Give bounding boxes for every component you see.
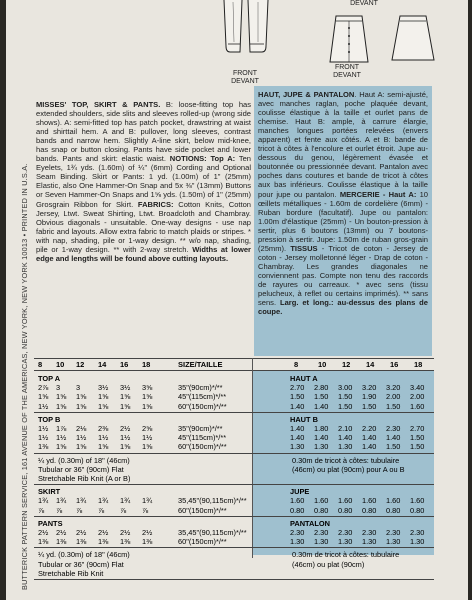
- yardage-cell: 2⅜: [98, 424, 109, 433]
- yardage-cell: 2⅞: [38, 383, 49, 393]
- size-header-left: 18: [142, 360, 151, 369]
- metrage-cell: 2.20: [362, 424, 377, 433]
- yardage-cell: 1⅞: [56, 424, 67, 433]
- metrage-cell: 0.80: [386, 505, 401, 515]
- metrage-cell: 3.20: [386, 383, 401, 393]
- table-section-label: TOP A: [38, 374, 61, 383]
- metrage-cell: 1.30: [314, 442, 329, 452]
- yardage-cell: ⅞: [76, 505, 83, 515]
- metrage-cell: 1.40: [290, 401, 305, 411]
- metrage-cell: 2.10: [338, 424, 353, 433]
- metrage-cell: 1.60: [338, 496, 353, 506]
- yardage-cell: 1½: [120, 433, 131, 443]
- yardage-cell: ⅞: [98, 505, 105, 515]
- yardage-cell: 1⅝: [76, 442, 87, 452]
- metrage-cell: 1.40: [314, 433, 329, 443]
- yardage-cell: 1¾: [76, 496, 87, 506]
- yardage-cell: ⅞: [120, 505, 127, 515]
- metrage-cell: 2.70: [410, 424, 425, 433]
- notions-text: Ten Eyelets, 1¾ yds. (1.60m) of ¼" (6mm) Cording and Optional Seam Binding. Skirt or Pants: 1 yd. (1.00m) of 1" (25mm) Elastic, also One Hammer-On Snap and 5x ⅜" (13mm) Buttons or Seven Hammer-On Snaps and 1⅝ yds. (1.50m) of 1" (25mm) Grosgrain Ribbon for Skirt.: [36, 154, 251, 209]
- metrage-cell: 1.40: [386, 433, 401, 443]
- metrage-cell: 1.40: [290, 433, 305, 443]
- fabric-width: 60"(150cm)*/**: [178, 401, 227, 411]
- yardage-cell: 2½: [76, 528, 87, 537]
- fabric-width: 35,45"(90,115cm)*/**: [178, 528, 247, 537]
- yardage-cell: 1⅝: [98, 392, 109, 402]
- tissus-text: - Tricot de coton - Jersey de coton - Jersey molletonné léger - Drap de coton - Chambray. Les grandes diagonales ne conviennent pas. Compte non tenu des raccords de rayures ou carreaux. * avec sens (tissu pelucheux, à reflet ou certains imprimés). ** sans sens.: [258, 243, 428, 308]
- table-top-rule: [34, 358, 434, 359]
- metrage-cell: 1.50: [410, 433, 425, 443]
- yardage-cell: 1⅜: [76, 537, 87, 547]
- fabric-width: 45"(115cm)*/**: [178, 433, 227, 443]
- metrage-cell: 1.30: [290, 442, 305, 452]
- fabrics-label: FABRICS:: [137, 199, 174, 209]
- metrage-cell: 1.50: [386, 401, 401, 411]
- yardage-cell: 1⅜: [38, 442, 49, 452]
- yardage-cell: 2⅛: [76, 424, 87, 433]
- size-label: SIZE/TAILLE: [178, 360, 223, 369]
- yardage-cell: 1⅝: [142, 392, 153, 402]
- yardage-cell: 3⅝: [142, 383, 153, 393]
- yardage-cell: 1⅜: [38, 537, 49, 547]
- rib-knit-note: Tubular or 36" (90cm) Flat: [38, 464, 124, 474]
- metrage-cell: 1.50: [362, 401, 377, 411]
- tricot-note: 0.30m de tricot à côtes: tubulaire: [292, 455, 400, 465]
- metrage-cell: 1.50: [410, 442, 425, 452]
- metrage-cell: 0.80: [362, 505, 377, 515]
- size-header-right: 8: [294, 360, 299, 369]
- yardage-cell: ⅞: [56, 505, 63, 515]
- size-header-left: 12: [76, 360, 85, 369]
- metrage-cell: 1.60: [410, 401, 425, 411]
- metrage-cell: 1.30: [410, 537, 425, 547]
- yardage-cell: 1⅝: [76, 401, 87, 411]
- front-skirt-caption: FRONT DEVANT: [333, 64, 361, 79]
- front-pants-caption: FRONT DEVANT: [231, 70, 259, 85]
- size-header-left: 16: [120, 360, 129, 369]
- yardage-cell: 1¾: [98, 496, 109, 506]
- yardage-cell: 2½: [120, 424, 131, 433]
- metrage-cell: 0.80: [290, 505, 305, 515]
- metrage-cell: 3.00: [338, 383, 353, 393]
- fabric-width: 60"(150cm)*/**: [178, 505, 227, 515]
- largeur-note: Larg. et long.: au-dessus des plans de coupe.: [258, 298, 428, 317]
- metrage-cell: 1.90: [362, 392, 377, 402]
- yardage-cell: 1⅜: [120, 537, 131, 547]
- metrage-cell: 3.20: [362, 383, 377, 393]
- yardage-cell: 2½: [98, 528, 109, 537]
- metrage-cell: 2.30: [290, 528, 305, 537]
- fabric-width: 35"(90cm)*/**: [178, 424, 223, 433]
- metrage-cell: 0.80: [338, 505, 353, 515]
- metrage-cell: 1.40: [314, 401, 329, 411]
- yardage-cell: 2½: [38, 528, 49, 537]
- fabric-width: 35,45"(90,115cm)*/**: [178, 496, 247, 506]
- metrage-cell: 2.30: [410, 528, 425, 537]
- metrage-cell: 1.60: [362, 496, 377, 506]
- yardage-cell: 3: [56, 383, 61, 393]
- french-body: . Haut A: semi-ajusté, avec manches raglan, poche plaquée devant, coulisse élastique à la taille et ourlet pans de chemise. Haut B: ample, à carrure élargie, manches longues portées relevées (envers apparent) et fente aux côtés. A et B: bande de tricot à côtes à l'encolure et ourlet étroit. Jupe au-dessous du genou, légèrement évasée et boutonnée ou pressionnée devant. Pantalon avec poches dans coutures et bande de tricot à côtes aux bas inférieurs. Coulisse élastique à la taille pour jupe ou pantalon.: [258, 90, 428, 199]
- metrage-cell: 1.30: [290, 537, 305, 547]
- metrage-cell: 2.80: [314, 383, 329, 393]
- size-header-right: 14: [366, 360, 375, 369]
- yardage-cell: 1⅝: [98, 401, 109, 411]
- metrage-cell: 1.40: [362, 442, 377, 452]
- rib-knit-note: Tubular or 36" (90cm) Flat: [38, 559, 124, 569]
- yardage-cell: 1⅝: [76, 392, 87, 402]
- yardage-cell: 2⅝: [142, 424, 153, 433]
- yardage-cell: 2½: [120, 528, 131, 537]
- metrage-cell: 1.60: [314, 496, 329, 506]
- metrage-cell: 1.50: [314, 392, 329, 402]
- size-header-left: 14: [98, 360, 107, 369]
- rib-knit-note: Stretchable Rib Knit: [38, 568, 104, 578]
- size-header-right: 12: [342, 360, 351, 369]
- metrage-cell: 3.40: [410, 383, 425, 393]
- metrage-cell: 1.30: [386, 537, 401, 547]
- yardage-cell: 1⅝: [56, 401, 67, 411]
- yardage-cell: ⅞: [142, 505, 149, 515]
- fabric-width: 35"(90cm)*/**: [178, 383, 223, 393]
- metrage-cell: 2.30: [386, 424, 401, 433]
- table-section-label: SKIRT: [38, 487, 61, 497]
- yardage-cell: 1½: [98, 433, 109, 443]
- metrage-cell: 1.50: [338, 401, 353, 411]
- table-section-label: TOP B: [38, 414, 61, 424]
- yardage-cell: 1⅝: [120, 392, 131, 402]
- yardage-cell: 1½: [38, 424, 49, 433]
- pattern-envelope-back: [6, 0, 468, 600]
- yardage-cell: 1⅜: [142, 537, 153, 547]
- metrage-cell: 0.80: [314, 505, 329, 515]
- section-rule: [34, 453, 434, 454]
- yardage-cell: 1½: [38, 401, 49, 411]
- table-section-label: PANTS: [38, 518, 63, 528]
- metrage-cell: 1.50: [290, 392, 305, 402]
- section-rule: [34, 484, 434, 485]
- yardage-cell: 1¾: [120, 496, 131, 506]
- mercerie-label: MERCERIE - Haut A:: [339, 189, 417, 199]
- metrage-cell: 2.70: [290, 383, 305, 393]
- metrage-cell: 1.60: [386, 496, 401, 506]
- metrage-cell: 2.00: [410, 392, 425, 402]
- metrage-cell: 1.30: [338, 442, 353, 452]
- yardage-cell: 3½: [120, 383, 131, 393]
- english-description: [36, 100, 251, 263]
- yardage-cell: ⅞: [38, 505, 45, 515]
- metrage-cell: 1.30: [362, 537, 377, 547]
- yardage-cell: 1⅝: [98, 442, 109, 452]
- section-rule: [34, 579, 434, 580]
- english-title: MISSES' TOP, SKIRT & PANTS.: [36, 100, 161, 109]
- metrage-cell: 2.30: [314, 528, 329, 537]
- notions-label: NOTIONS: Top A:: [169, 154, 236, 164]
- metrage-cell: 1.30: [338, 537, 353, 547]
- metrage-cell: 1.50: [386, 442, 401, 452]
- yardage-cell: 1⅝: [56, 442, 67, 452]
- yardage-cell: 1⅝: [142, 442, 153, 452]
- fabric-width: 60"(150cm)*/**: [178, 442, 227, 452]
- rib-knit-note: ¼ yd. (0.30m) of 18" (46cm): [38, 455, 130, 465]
- metrage-cell: 1.80: [314, 424, 329, 433]
- metrage-cell: 1.40: [338, 433, 353, 443]
- yardage-cell: 1⅝: [56, 392, 67, 402]
- fabrics-text: Cotton Knits, Cotton Jersey, Ltwt. Sweat Shirting, Ltwt. Broadcloth and Chambray. Obvious diagonals - unsuitable. One-way designs - use nap fabric and layouts. Allow extra fabric to match plaids or stripes. * with nap, shading, pile or 1-way design. ** w/o nap, shading, pile or 1-way design. ** with 2-way stretch.: [36, 199, 251, 254]
- metrage-cell: 1.40: [290, 424, 305, 433]
- table-section-label-fr: HAUT B: [290, 414, 318, 424]
- metrage-cell: 1.60: [290, 496, 305, 506]
- french-title: HAUT, JUPE & PANTALON: [258, 90, 355, 99]
- tricot-note: (46cm) ou plat (90cm) pour A ou B: [292, 464, 405, 474]
- metrage-cell: 1.30: [314, 537, 329, 547]
- metrage-cell: 1.60: [410, 496, 425, 506]
- yardage-cell: 2½: [56, 528, 67, 537]
- yardage-cell: 1⅜: [56, 537, 67, 547]
- yardage-cell: 1¾: [38, 496, 49, 506]
- metrage-cell: 2.30: [362, 528, 377, 537]
- metrage-cell: 2.30: [338, 528, 353, 537]
- yardage-cell: 1⅜: [98, 537, 109, 547]
- yardage-cell: 3: [76, 383, 81, 393]
- tricot-note: 0.30m de tricot à côtes: tubulaire: [292, 550, 400, 560]
- size-header-right: 16: [390, 360, 399, 369]
- metrage-cell: 2.30: [386, 528, 401, 537]
- fabric-width: 60"(150cm)*/**: [178, 537, 227, 547]
- mercerie-text: 10 œillets métalliques - 1.60m de cordelière (6mm) - Ruban bordure (facultatif). Jupe ou pantalon: 1.00m d'élastique (25mm) - Un bouton-pression à sertir, plus 6 boutons (13mm) ou 7 boutons-pression à sertir. Jupe: 1.50m de ruban gros-grain (25mm).: [258, 189, 428, 253]
- publisher-imprint: BUTTERICK PATTERN SERVICE, 161 AVENUE OF THE AMERICAS, NEW YORK, NEW YORK 10013 • PRINTED IN U.S.A.: [20, 163, 29, 590]
- size-header-right: 10: [318, 360, 327, 369]
- section-rule: [34, 412, 434, 413]
- section-rule: [34, 516, 434, 517]
- yardage-cell: 1½: [38, 433, 49, 443]
- widths-note: Widths at lower edge and lengths will be found above cutting layouts.: [36, 244, 251, 263]
- rib-knit-note: Stretchable Rib Knit (A or B): [38, 474, 131, 483]
- yardage-cell: 1½: [56, 433, 67, 443]
- yardage-cell: 1⅝: [38, 392, 49, 402]
- table-section-label-fr: HAUT A: [290, 374, 318, 383]
- metrage-cell: 1.50: [338, 392, 353, 402]
- yardage-cell: 1⅝: [120, 401, 131, 411]
- yardage-cell: 1⅝: [142, 401, 153, 411]
- yardage-cell: 1¾: [142, 496, 153, 506]
- front-pants-illustration: [212, 0, 282, 68]
- size-header-left: 10: [56, 360, 65, 369]
- section-rule: [34, 547, 434, 548]
- size-header-right: 18: [414, 360, 423, 369]
- yardage-cell: 2½: [142, 528, 153, 537]
- yardage-cell: 1½: [76, 433, 87, 443]
- yardage-cell: 3½: [98, 383, 109, 393]
- table-section-label-fr: PANTALON: [290, 518, 330, 528]
- metrage-cell: 0.80: [410, 505, 425, 515]
- devant-top-caption: DEVANT: [350, 0, 378, 7]
- table-section-label-fr: JUPE: [290, 487, 310, 497]
- yardage-cell: 1⅝: [120, 442, 131, 452]
- yardage-cell: 1¾: [56, 496, 67, 506]
- metrage-cell: 1.40: [362, 433, 377, 443]
- french-description-panel: [254, 86, 432, 356]
- front-skirt-illustration: [322, 10, 452, 70]
- metrage-cell: 2.00: [386, 392, 401, 402]
- english-body: B: loose-fitting top has extended shoulders, side slits and sleeves rolled-up (wrong side shows). A: semi-fitted top has patch pocket, drawstring at waist and shirttail hem. A and B: pullover, long sleeves, contrast bands and narrow hem. Slightly A-line skirt, below mid-knee, has snap or button closing. Pants have side pocket and lower bands. Pants and skirt: elastic waist.: [36, 100, 251, 164]
- rib-knit-note: ¼ yd. (0.30m) of 18" (46cm): [38, 550, 130, 560]
- tissus-label: TISSUS: [290, 243, 318, 253]
- tricot-note: (46cm) ou plat (90cm): [292, 559, 365, 569]
- fabric-width: 45"(115cm)*/**: [178, 392, 227, 402]
- size-header-left: 8: [38, 360, 43, 369]
- yardage-cell: 1½: [142, 433, 153, 443]
